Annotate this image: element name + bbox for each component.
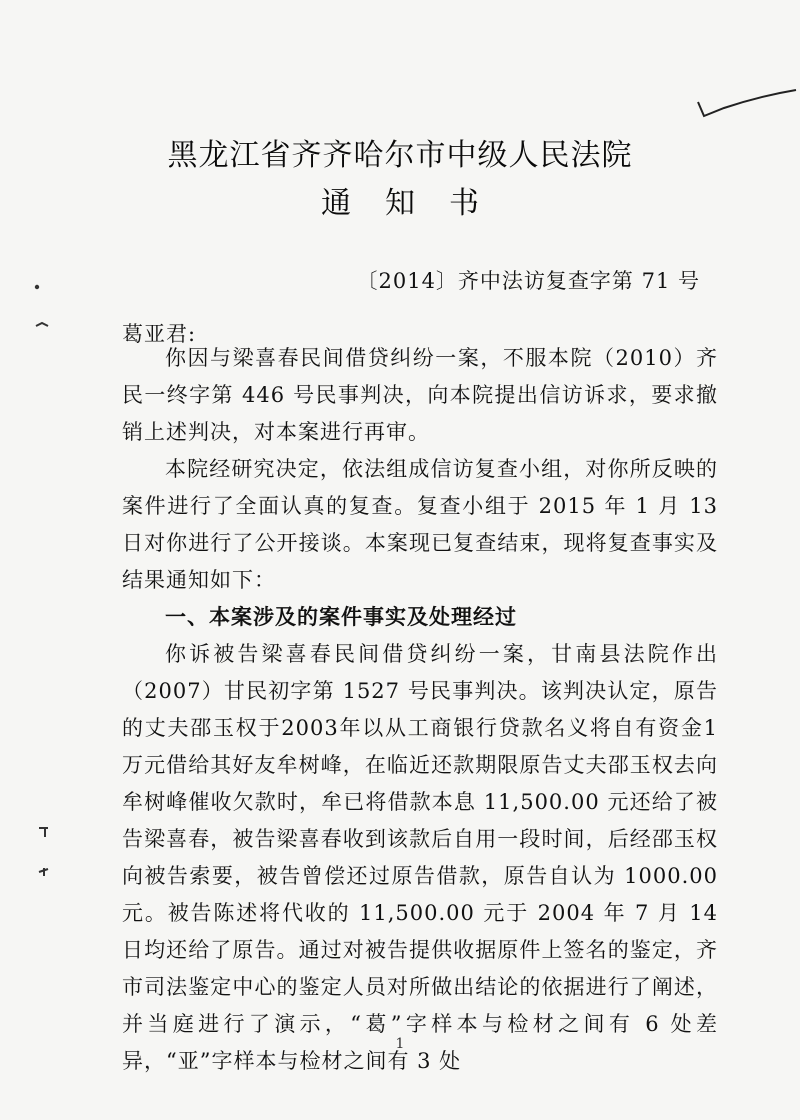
paragraph-review-decision: 本院经研究决定，依法组成信访复查小组，对你所反映的案件进行了全面认真的复查。复查小组于 2015 年 1 月 13 日对你进行了公开接谈。本案现已复查结束，现将复查事实及结果通知如下：: [122, 457, 718, 592]
page-number: 1: [395, 1036, 405, 1052]
document-body: [122, 340, 718, 1080]
section-heading-case-facts: 一、本案涉及的案件事实及处理经过: [165, 605, 517, 629]
scan-speck-icon: [30, 282, 44, 292]
document-type-title: 通知书: [321, 186, 513, 221]
scan-speck-icon: [36, 825, 52, 839]
paragraph-petition: 你因与梁喜春民间借贷纠纷一案，不服本院（2010）齐民一终字第 446 号民事判决，向本院提出信访诉求，要求撤销上述判决，对本案进行再审。: [122, 346, 718, 444]
case-number: 〔2014〕齐中法访复查字第 71 号: [356, 269, 700, 293]
scan-speck-icon: [34, 318, 50, 330]
court-name-title: 黑龙江省齐齐哈尔市中级人民法院: [167, 138, 633, 173]
paragraph-case-facts: 你诉被告梁喜春民间借贷纠纷一案，甘南县法院作出（2007）甘民初字第 1527 号民事判决。该判决认定，原告的丈夫邵玉权于2003年以从工商银行贷款名义将自有资金1万元借给其好友牟树峰，在临近还款期限原告丈夫邵玉权去向牟树峰催收欠款时，牟已将借款本息 11,500.00 元还给了被告梁喜春，被告梁喜春收到该款后自用一段时间，后经邵玉权向被告索要，被告曾偿还过原告借款，原告自认为 1000.00 元。被告陈述将代收的 11,500.00 元于 2004 年 7 月 14 日均还给了原告。通过对被告提供收据原件上签名的鉴定，齐市司法鉴定中心的鉴定人员对所做出结论的依据进行了阐述，并当庭进行了演示，“葛”字样本与检材之间有 6 处差异，“亚”字样本与检材之间有 3 处: [122, 642, 718, 1073]
scan-speck-icon: [36, 864, 52, 878]
addressee: 葛亚君:: [122, 322, 197, 346]
